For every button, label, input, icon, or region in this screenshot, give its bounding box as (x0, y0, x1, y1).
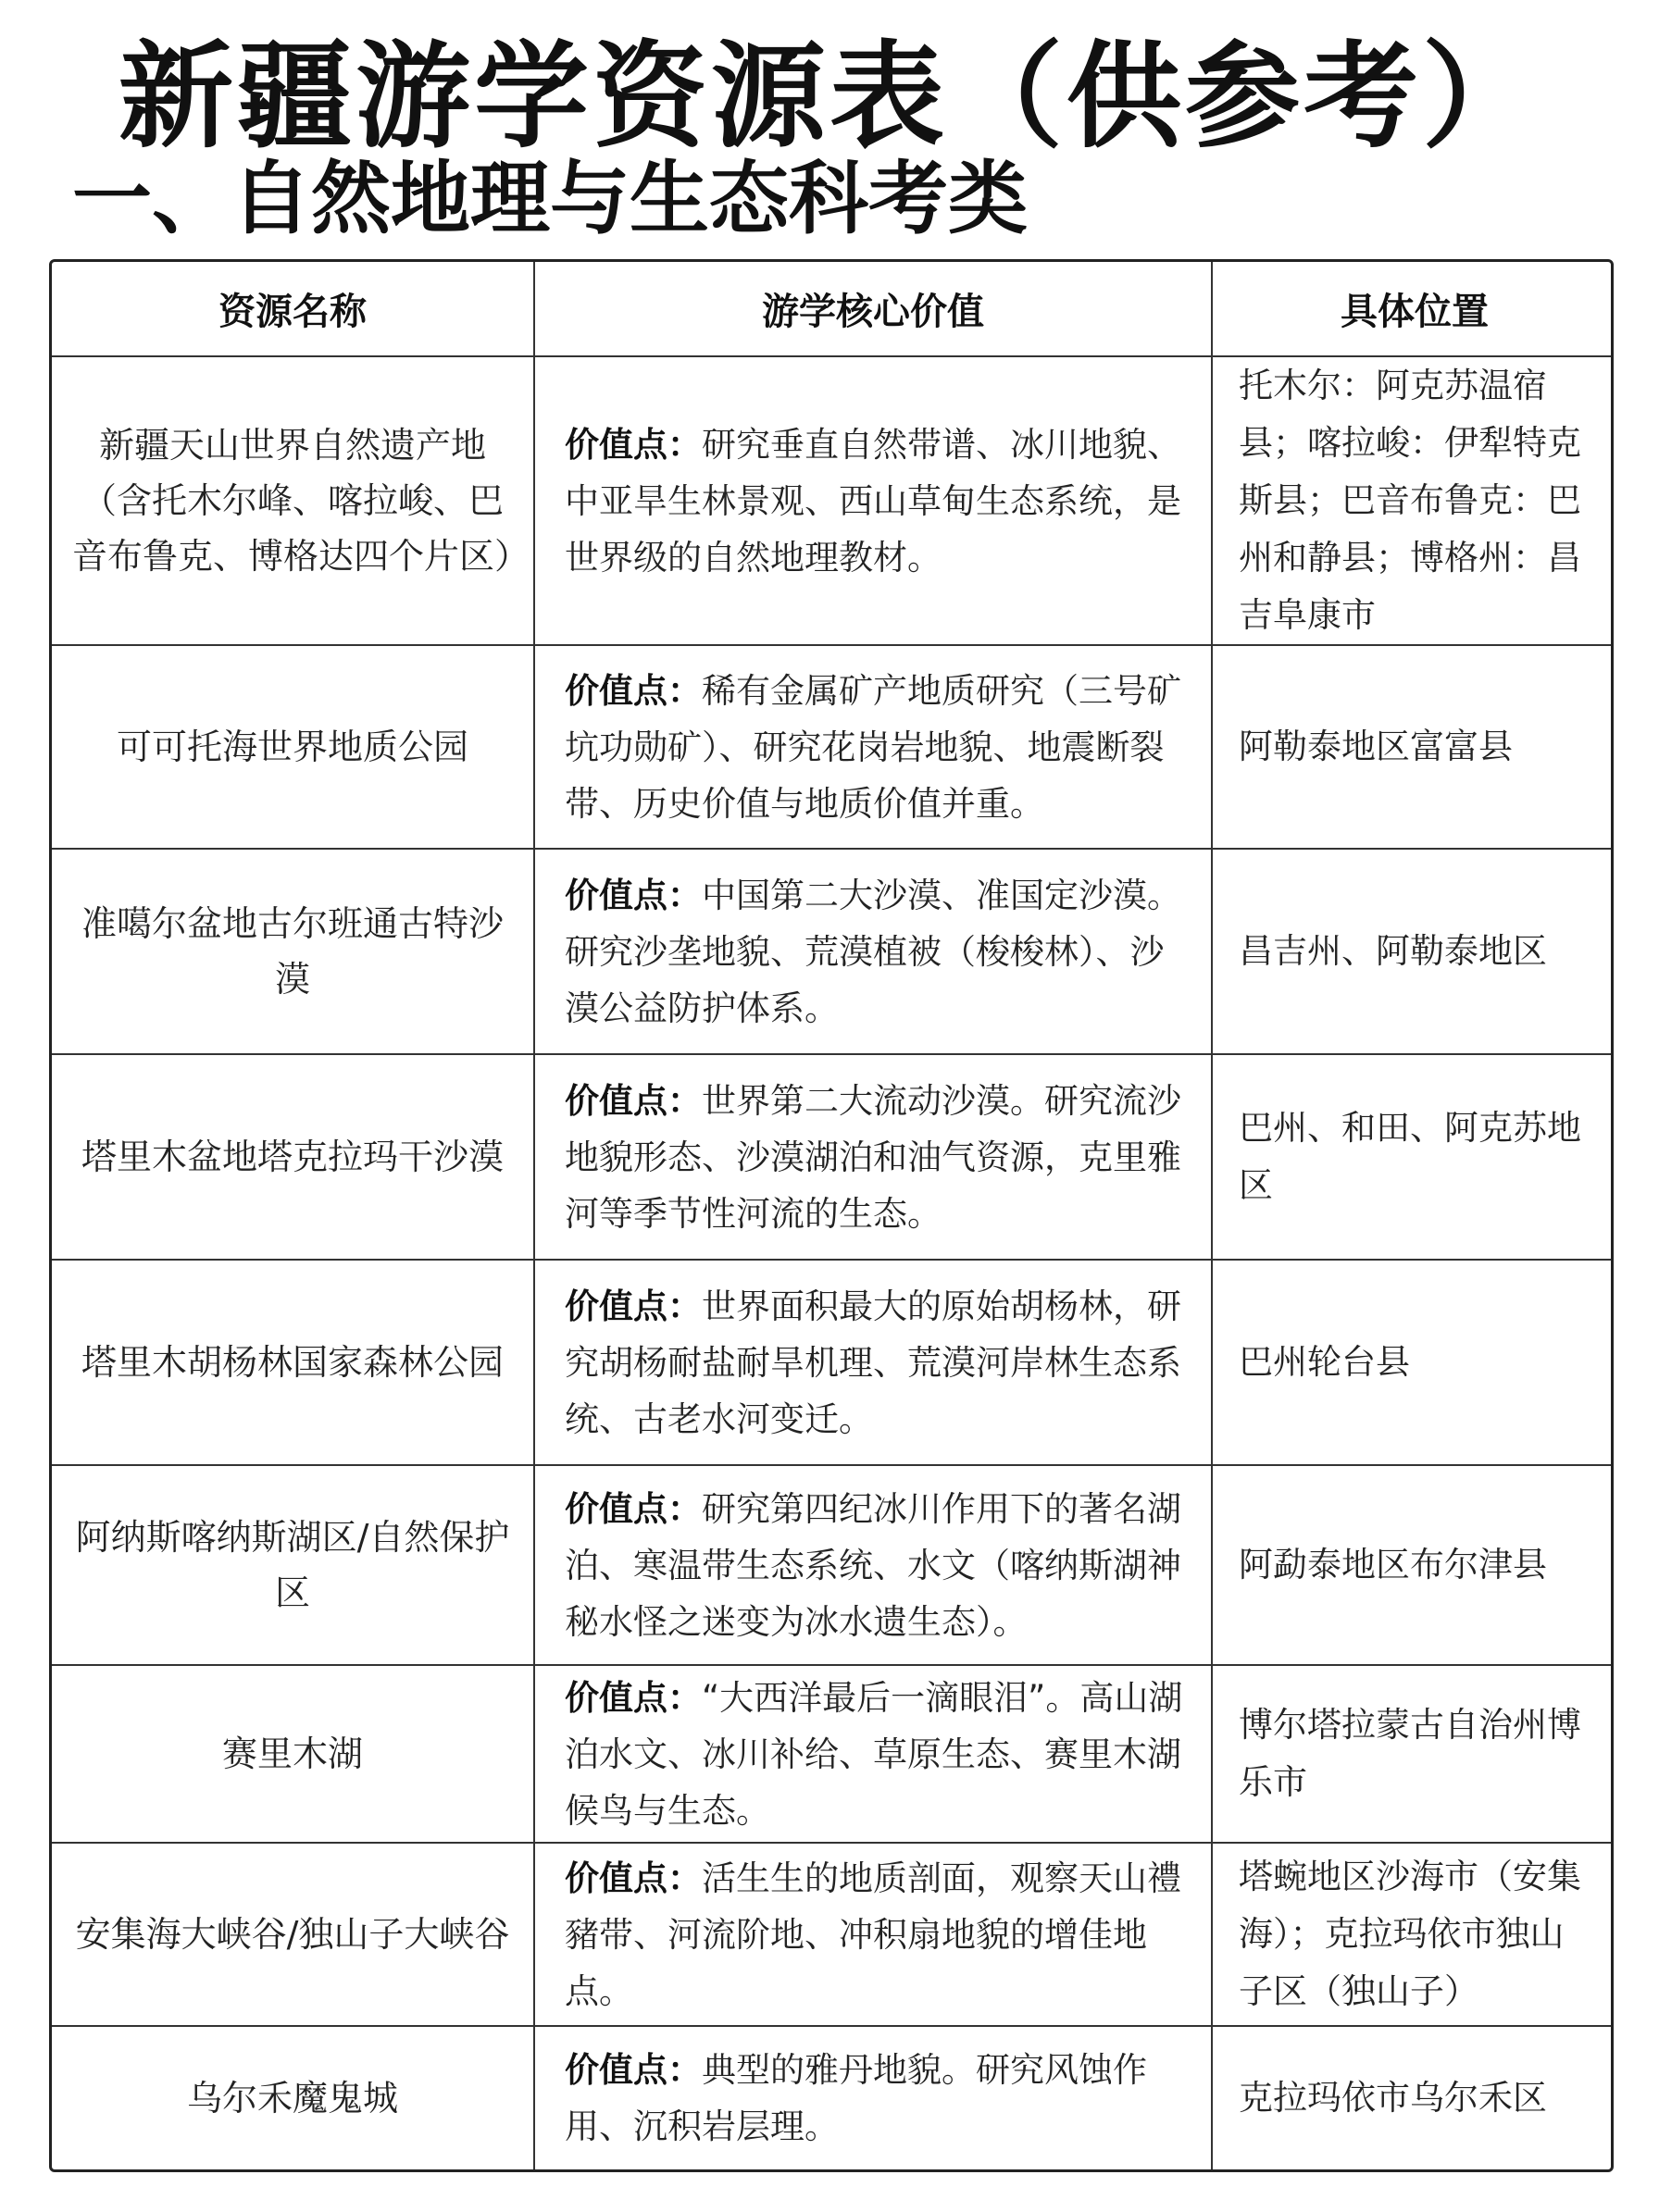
page-title: 新疆游学资源表（供参考） (118, 30, 1540, 164)
value-text: “大西洋最后一滴眼泪”。高山湖泊水文、冰川补给、草原生态、赛里木湖候鸟与生态。 (565, 1677, 1183, 1831)
resource-name-cell (52, 645, 534, 849)
table-row (52, 1665, 1614, 1843)
location-text: 阿勒泰地区富富县 (1239, 727, 1513, 766)
resource-name: 新疆天山世界自然遗产地（含托木尔峰、喀拉峻、巴音布鲁克、博格达四个片区） (72, 425, 530, 577)
resource-name-cell (52, 1054, 534, 1260)
resource-name: 塔里木胡杨林国家森林公园 (81, 1342, 504, 1383)
table-row (52, 1260, 1614, 1465)
location-cell (1212, 1843, 1614, 2026)
table-row (52, 645, 1614, 849)
resource-name: 乌尔禾魔鬼城 (186, 2078, 398, 2119)
location-cell (1212, 1260, 1614, 1465)
value-text: 世界第二大流动沙漠。研究流沙地貌形态、沙漠湖泊和油气资源，克里雅河等季节性河流的生态。 (565, 1080, 1181, 1234)
resource-name: 赛里木湖 (221, 1734, 363, 1774)
core-value-cell (534, 2026, 1212, 2169)
value-label: 价值点： (565, 1488, 702, 1529)
resource-name-cell (52, 1665, 534, 1843)
resource-name: 阿纳斯喀纳斯湖区/自然保护区 (75, 1517, 510, 1613)
resource-name-cell (52, 1260, 534, 1465)
value-label: 价值点： (565, 424, 702, 465)
location-cell (1212, 2026, 1614, 2169)
core-value-cell (534, 1260, 1212, 1465)
value-text: 稀有金属矿产地质研究（三号矿坑功勋矿）、研究花岗岩地貌、地震断裂带、历史价值与地质价值并重。 (565, 670, 1181, 824)
value-label: 价值点： (565, 1286, 702, 1326)
section-heading: 一、自然地理与生态科考类 (72, 153, 1028, 245)
core-value-cell (534, 356, 1212, 645)
resource-name-cell (52, 1843, 534, 2026)
resource-name-cell (52, 849, 534, 1054)
value-text: 中国第二大沙漠、准国定沙漠。研究沙垄地貌、荒漠植被（梭梭林）、沙漠公益防护体系。 (565, 875, 1181, 1028)
core-value-cell (534, 849, 1212, 1054)
resource-name-cell (52, 1465, 534, 1665)
location-text: 阿勐泰地区布尔津县 (1239, 1545, 1547, 1584)
table-header-row (52, 262, 1614, 356)
location-text: 巴州轮台县 (1239, 1342, 1410, 1382)
resource-name-cell (52, 2026, 534, 2169)
value-text: 研究垂直自然带谱、冰川地貌、中亚旱生林景观、西山草甸生态系统，是世界级的自然地理教材。 (565, 424, 1181, 578)
core-value-cell (534, 1465, 1212, 1665)
location-cell (1212, 1665, 1614, 1843)
resource-name: 塔里木盆地塔克拉玛干沙漠 (81, 1137, 504, 1177)
value-label: 价值点： (565, 670, 702, 711)
table-row (52, 1054, 1614, 1260)
value-text: 研究第四纪冰川作用下的著名湖泊、寒温带生态系统、水文（喀纳斯湖神秘水怪之迷变为冰水遗生态）。 (565, 1488, 1181, 1642)
resource-name: 安集海大峡谷/独山子大峡谷 (75, 1914, 510, 1955)
header-resource-name: 资源名称 (52, 262, 534, 356)
location-cell (1212, 356, 1614, 645)
value-label: 价值点： (565, 1858, 702, 1898)
resource-name-cell (52, 356, 534, 645)
location-cell (1212, 645, 1614, 849)
value-label: 价值点： (565, 1677, 702, 1718)
location-text: 塔蜿地区沙海市（安集海）；克拉玛依市独山子区（独山子） (1239, 1857, 1581, 2011)
value-text: 活生生的地质剖面，观察天山禮豬带、河流阶地、冲积扇地貌的增佳地点。 (565, 1858, 1181, 2011)
location-text: 巴州、和田、阿克苏地区 (1239, 1108, 1581, 1205)
core-value-cell (534, 1054, 1212, 1260)
resource-name: 准噶尔盆地古尔班通古特沙漠 (81, 903, 504, 1000)
resource-table (49, 259, 1614, 2172)
location-text: 昌吉州、阿勒泰地区 (1239, 931, 1547, 971)
table-row (52, 1465, 1614, 1665)
value-label: 价值点： (565, 2050, 702, 2090)
table-row (52, 849, 1614, 1054)
value-text: 典型的雅丹地貌。研究风蚀作用、沉积岩层理。 (565, 2050, 1147, 2146)
table-row (52, 1843, 1614, 2026)
location-text: 克拉玛依市乌尔禾区 (1239, 2078, 1547, 2118)
location-cell (1212, 1465, 1614, 1665)
location-text: 托木尔：阿克苏温宿县；喀拉峻：伊犁特克斯县；巴音布鲁克：巴州和静县；博格州：昌吉阜康市 (1239, 366, 1581, 635)
value-label: 价值点： (565, 1080, 702, 1121)
location-text: 博尔塔拉蒙古自治州博乐市 (1239, 1705, 1581, 1802)
resource-name: 可可托海世界地质公园 (116, 727, 468, 767)
location-cell (1212, 1054, 1614, 1260)
table-row (52, 2026, 1614, 2169)
header-core-value: 游学核心价值 (534, 262, 1212, 356)
core-value-cell (534, 645, 1212, 849)
header-location: 具体位置 (1212, 262, 1614, 356)
table-row (52, 356, 1614, 645)
core-value-cell (534, 1843, 1212, 2026)
value-text: 世界面积最大的原始胡杨林，研究胡杨耐盐耐旱机理、荒漠河岸林生态系统、古老水河变迁。 (565, 1286, 1181, 1439)
location-cell (1212, 849, 1614, 1054)
core-value-cell (534, 1665, 1212, 1843)
value-label: 价值点： (565, 875, 702, 915)
